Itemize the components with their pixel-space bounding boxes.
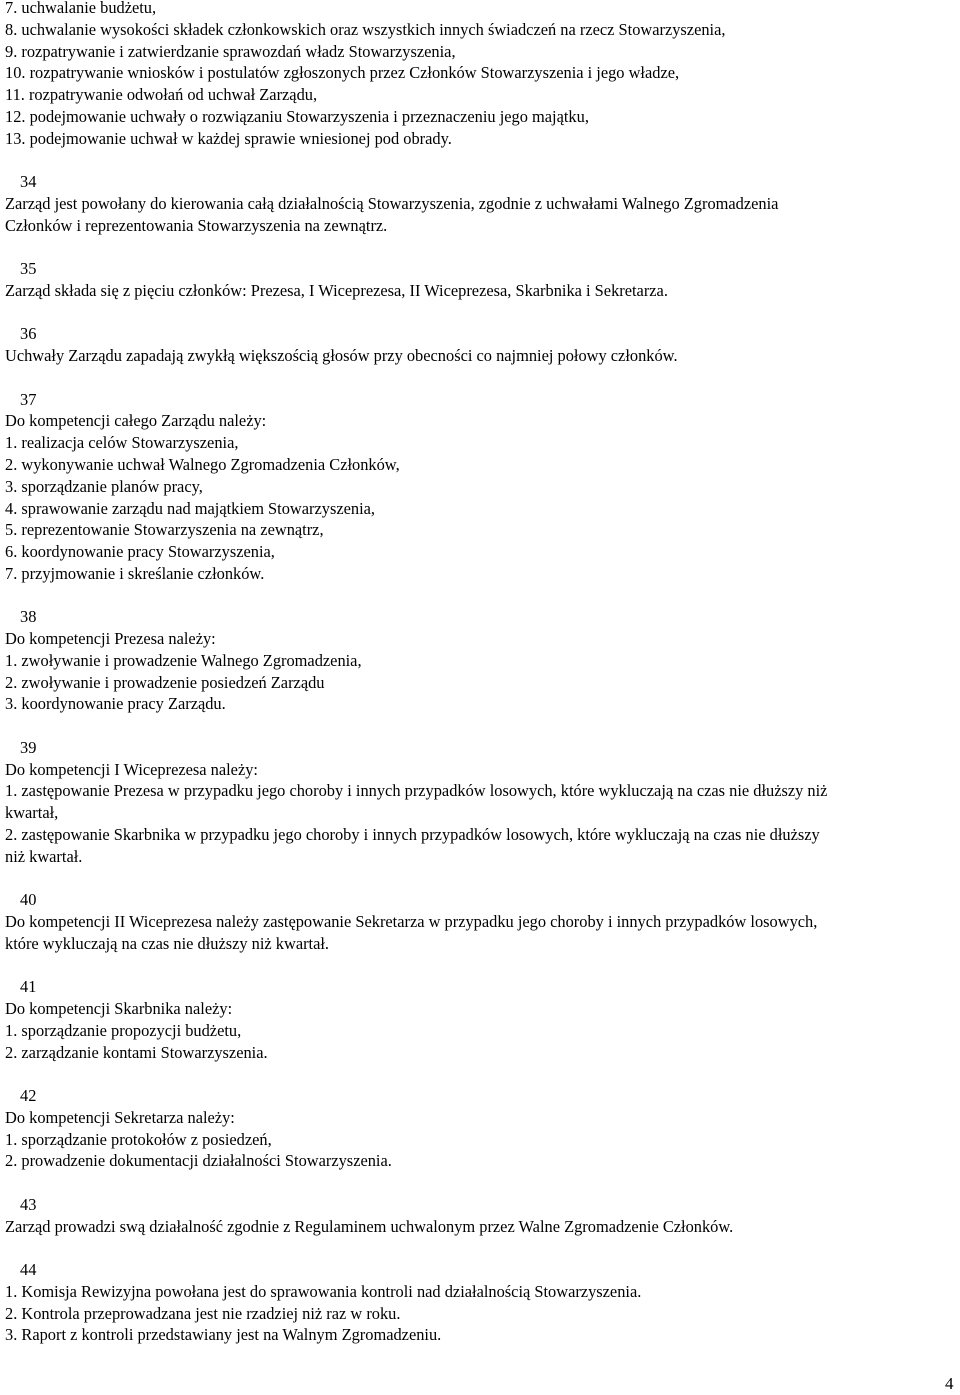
section-heading bbox=[5, 1259, 953, 1281]
list-item: 5. reprezentowanie Stowarzyszenia na zewnątrz, bbox=[5, 520, 324, 540]
list-item: 11. rozpatrywanie odwołań od uchwał Zarządu, bbox=[5, 85, 318, 105]
list-item: 1. realizacja celów Stowarzyszenia, bbox=[5, 433, 239, 453]
list-item: 9. rozpatrywanie i zatwierdzanie sprawozdań władz Stowarzyszenia, bbox=[5, 41, 456, 61]
section-heading bbox=[5, 976, 953, 998]
paragraph-line: Zarząd jest powołany do kierowania całą działalnością Stowarzyszenia, zgodnie z uchwałami Walnego Zgromadzenia bbox=[5, 193, 779, 213]
list-item: 10. rozpatrywanie wniosków i postulatów zgłoszonych przez Członków Stowarzyszenia i jego władze, bbox=[5, 63, 680, 83]
list-item: 8. uchwalanie wysokości składek członkowskich oraz wszystkich innych świadczeń na rzecz Stowarzyszenia, bbox=[5, 19, 726, 39]
section-38 bbox=[5, 606, 953, 715]
list-item: 7. przyjmowanie i skreślanie członków. bbox=[5, 563, 265, 583]
list-item: kwartał, bbox=[5, 803, 59, 823]
paragraph-line: Uchwały Zarządu zapadają zwykłą większością głosów przy obecności co najmniej połowy członków. bbox=[5, 346, 678, 366]
list-item: 12. podejmowanie uchwały o rozwiązaniu Stowarzyszenia i przeznaczeniu jego majątku, bbox=[5, 106, 589, 126]
section-heading bbox=[5, 323, 953, 345]
section-heading bbox=[5, 171, 953, 193]
list-item: 6. koordynowanie pracy Stowarzyszenia, bbox=[5, 542, 275, 562]
list-item: 3. koordynowanie pracy Zarządu. bbox=[5, 694, 226, 714]
list-item: 13. podejmowanie uchwał w każdej sprawie wniesionej pod obrady. bbox=[5, 128, 452, 148]
section-number: 40 bbox=[20, 890, 37, 910]
list-item: 2. prowadzenie dokumentacji działalności Stowarzyszenia. bbox=[5, 1151, 392, 1171]
section-number: 36 bbox=[20, 324, 37, 344]
paragraph-line: Do kompetencji całego Zarządu należy: bbox=[5, 411, 267, 431]
list-item: 7. uchwalanie budżetu, bbox=[5, 0, 157, 17]
section-41 bbox=[5, 976, 953, 1063]
paragraph-line: Zarząd prowadzi swą działalność zgodnie z Regulaminem uchwalonym przez Walne Zgromadzenie Członków. bbox=[5, 1216, 734, 1236]
paragraph-line: Do kompetencji II Wiceprezesa należy zastępowanie Sekretarza w przypadku jego choroby i innych przypadków losowych, bbox=[5, 912, 818, 932]
list-item: 2. wykonywanie uchwał Walnego Zgromadzenia Członków, bbox=[5, 454, 400, 474]
section-36 bbox=[5, 323, 953, 367]
section-number: 39 bbox=[20, 737, 37, 757]
section-34 bbox=[5, 171, 953, 236]
list-item: 2. Kontrola przeprowadzana jest nie rzadziej niż raz w roku. bbox=[5, 1303, 401, 1323]
page-number: 4 bbox=[945, 1374, 954, 1393]
list-item: 3. Raport z kontroli przedstawiany jest na Walnym Zgromadzeniu. bbox=[5, 1325, 442, 1345]
document-page bbox=[5, 0, 953, 1346]
section-heading bbox=[5, 1085, 953, 1107]
section-42 bbox=[5, 1085, 953, 1172]
section-number: 38 bbox=[20, 607, 37, 627]
paragraph-line: Do kompetencji Prezesa należy: bbox=[5, 629, 216, 649]
paragraph-line: Do kompetencji I Wiceprezesa należy: bbox=[5, 759, 258, 779]
list-item: 1. zastępowanie Prezesa w przypadku jego choroby i innych przypadków losowych, które wykluczają na czas nie dłuższy niż bbox=[5, 781, 828, 801]
section-37 bbox=[5, 389, 953, 585]
section-number: 37 bbox=[20, 389, 37, 409]
section-number: 42 bbox=[20, 1086, 37, 1106]
section-heading bbox=[5, 1194, 953, 1216]
list-item: 1. zwoływanie i prowadzenie Walnego Zgromadzenia, bbox=[5, 650, 362, 670]
section-heading bbox=[5, 389, 953, 411]
section-heading bbox=[5, 889, 953, 911]
list-item: 4. sprawowanie zarządu nad majątkiem Stowarzyszenia, bbox=[5, 498, 376, 518]
section-number: 35 bbox=[20, 259, 37, 279]
intro-list bbox=[5, 0, 953, 150]
paragraph-line: Do kompetencji Skarbnika należy: bbox=[5, 999, 233, 1019]
list-item: 1. sporządzanie propozycji budżetu, bbox=[5, 1020, 242, 1040]
list-item: 1. sporządzanie protokołów z posiedzeń, bbox=[5, 1129, 272, 1149]
section-40 bbox=[5, 889, 953, 954]
list-item: 2. zastępowanie Skarbnika w przypadku jego choroby i innych przypadków losowych, które wykluczają na czas nie dłuższy bbox=[5, 825, 820, 845]
section-44 bbox=[5, 1259, 953, 1346]
list-item: 3. sporządzanie planów pracy, bbox=[5, 476, 203, 496]
paragraph-line: które wykluczają na czas nie dłuższy niż kwartał. bbox=[5, 933, 330, 953]
paragraph-line: Do kompetencji Sekretarza należy: bbox=[5, 1107, 235, 1127]
section-43 bbox=[5, 1194, 953, 1238]
paragraph-line: Zarząd składa się z pięciu członków: Prezesa, I Wiceprezesa, II Wiceprezesa, Skarbnika i Sekretarza. bbox=[5, 280, 668, 300]
list-item: 2. zarządzanie kontami Stowarzyszenia. bbox=[5, 1042, 268, 1062]
section-number: 43 bbox=[20, 1194, 37, 1214]
paragraph-line: Członków i reprezentowania Stowarzyszenia na zewnątrz. bbox=[5, 215, 388, 235]
list-item: niż kwartał. bbox=[5, 846, 83, 866]
section-heading bbox=[5, 258, 953, 280]
section-number: 41 bbox=[20, 977, 37, 997]
list-item: 2. zwoływanie i prowadzenie posiedzeń Zarządu bbox=[5, 672, 325, 692]
section-number: 44 bbox=[20, 1259, 37, 1279]
section-35 bbox=[5, 258, 953, 302]
section-number: 34 bbox=[20, 172, 37, 192]
section-heading bbox=[5, 606, 953, 628]
list-item: 1. Komisja Rewizyjna powołana jest do sprawowania kontroli nad działalnością Stowarzyszenia. bbox=[5, 1281, 642, 1301]
section-39 bbox=[5, 737, 953, 868]
section-heading bbox=[5, 737, 953, 759]
